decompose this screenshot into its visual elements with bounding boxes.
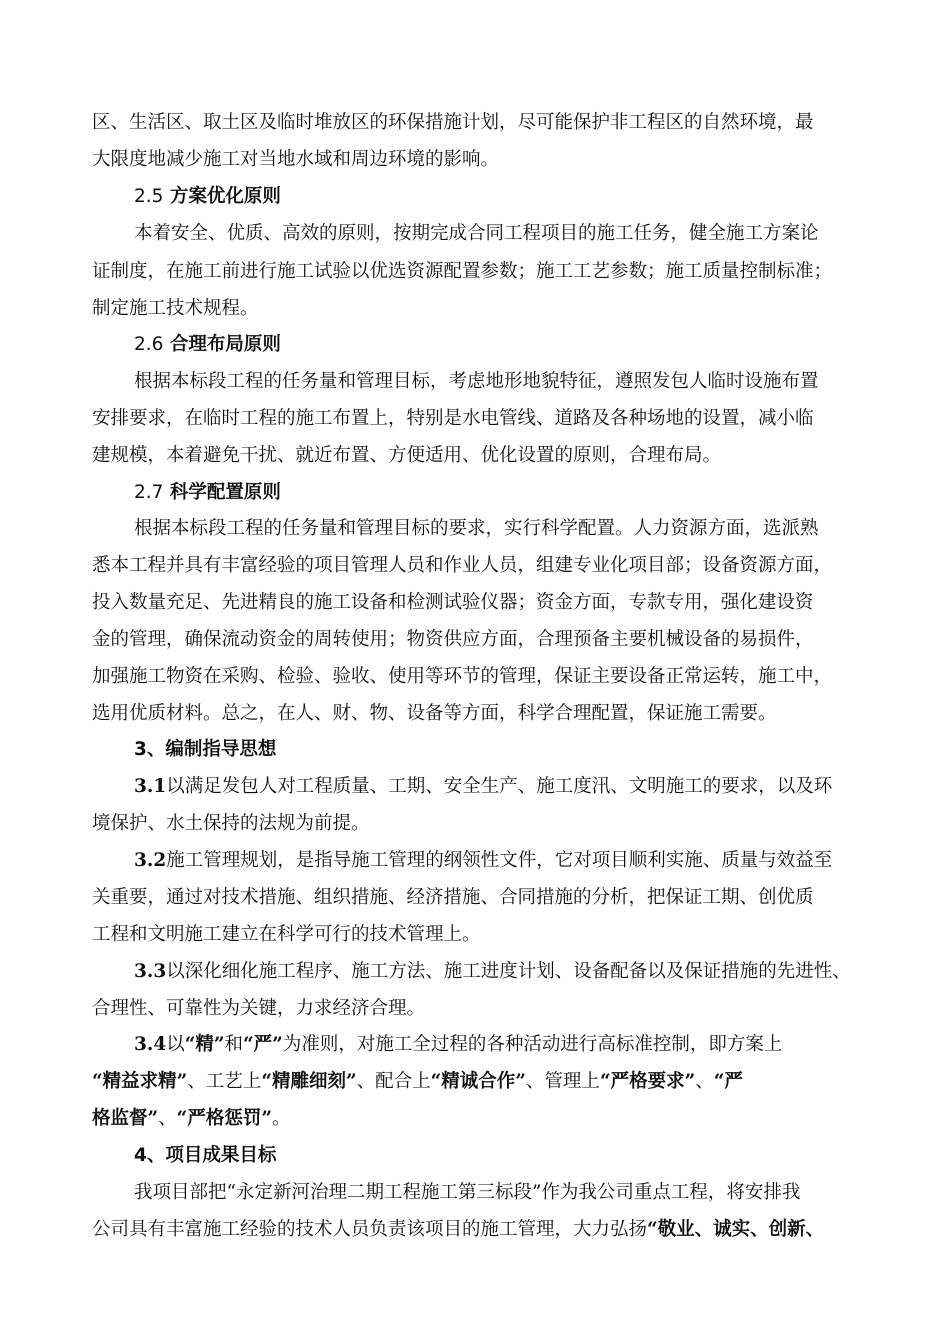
s3-2-line-3: 工程和文明施工建立在科学可行的技术管理上。 [92,924,481,945]
s3-4-line-2 [92,1069,743,1095]
item-number: 3.4 [134,1034,167,1055]
s3-1-line-1 [134,774,832,800]
s3-4-line-3 [92,1106,290,1132]
heading-2-6 [134,332,281,358]
bold-run: “精” [184,1034,225,1055]
item-number: 3.2 [134,850,167,871]
text-run: 。 [271,1108,291,1129]
s2-6-line-1: 根据本标段工程的任务量和管理目标，考虑地形地貌特征，遵照发包人临时设施布置 [134,371,819,392]
s2-7-line-2: 悉本工程并具有丰富经验的项目管理人员和作业人员，组建专业化项目部；设备资源方面， [92,555,833,576]
heading-number: 2.7 [134,482,164,503]
item-number: 3.1 [134,776,167,797]
text-run: 、 [695,1071,714,1092]
s3-1-line-2: 境保护、水土保持的法规为前提。 [92,813,370,834]
bold-run: “精雕细刻” [261,1071,357,1092]
s3-3-line-1 [134,959,851,985]
s2-7-line-3: 投入数量充足、先进精良的施工设备和检测试验仪器；资金方面，专款专用，强化建设资 [92,592,814,613]
s4-line-1: 我项目部把“永定新河治理二期工程施工第三标段”作为我公司重点工程，将安排我 [134,1182,801,1203]
bold-run: “精诚合作” [430,1071,526,1092]
s2-5-line-3: 制定施工技术规程。 [92,298,259,319]
text-run: 公司具有丰富施工经验的技术人员负责该项目的施工管理，大力弘扬 [92,1219,648,1240]
bold-run: “敬业、诚实、创新、 [647,1219,825,1240]
heading-number: 2.6 [134,334,164,355]
text-run: 、管理上 [525,1071,600,1092]
item-number: 3.3 [134,961,167,982]
s2-5-line-1: 本着安全、优质、高效的原则，按期完成合同工程项目的施工任务，健全施工方案论 [134,223,819,244]
heading-4: 4、项目成果目标 [134,1145,277,1166]
text-run: 、工艺上 [187,1071,262,1092]
heading-title: 合理布局原则 [169,334,281,355]
text-run: 为准则，对施工全过程的各种活动进行高标准控制，即方案上 [282,1034,783,1055]
bold-run: 格监督” [92,1108,159,1129]
s4-line-2 [92,1217,824,1243]
bold-run: “精益求精” [92,1071,188,1092]
s3-2-line-2: 关重要，通过对技术措施、组织措施、经济措施、合同措施的分析，把保证工期、创优质 [92,887,814,908]
bold-run: “严格惩罚” [176,1108,272,1129]
item-text: 施工管理规划，是指导施工管理的纲领性文件，它对项目顺利实施、质量与效益至 [166,850,833,871]
heading-2-5 [134,184,281,210]
heading-3: 3、编制指导思想 [134,739,277,760]
s3-4-line-1 [134,1032,782,1058]
s2-5-line-2: 证制度，在施工前进行施工试验以优选资源配置参数；施工工艺参数；施工质量控制标准； [92,261,833,282]
heading-2-7 [134,480,281,506]
bold-run: “严” [243,1034,283,1055]
s2-7-line-4: 金的管理，确保流动资金的周转使用；物资供应方面，合理预备主要机械设备的易损件， [92,629,814,650]
bold-run: “严格要求” [599,1071,696,1092]
text-run: 和 [224,1034,244,1055]
s2-7-line-1: 根据本标段工程的任务量和管理目标的要求，实行科学配置。人力资源方面，选派熟 [134,518,819,539]
text-run: 以 [166,1034,185,1055]
item-text: 以深化细化施工程序、施工方法、施工进度计划、设备配备以及保证措施的先进性、 [166,961,851,982]
item-text: 以满足发包人对工程质量、工期、安全生产、施工度汛、文明施工的要求，以及环 [166,776,833,797]
s2-7-line-6: 选用优质材料。总之，在人、财、物、设备等方面，科学合理配置，保证施工需要。 [92,703,777,724]
intro-line-2: 大限度地减少施工对当地水域和周边环境的影响。 [92,149,500,170]
text-run: 、 [158,1108,177,1129]
s3-3-line-2: 合理性、可靠性为关键，力求经济合理。 [92,998,426,1019]
intro-line-1: 区、生活区、取土区及临时堆放区的环保措施计划，尽可能保护非工程区的自然环境，最 [92,112,814,133]
heading-title: 方案优化原则 [169,186,281,207]
s3-2-line-1 [134,848,832,874]
heading-title: 科学配置原则 [169,482,281,503]
bold-run: “严 [713,1071,743,1092]
s2-7-line-5: 加强施工物资在采购、检验、验收、使用等环节的管理，保证主要设备正常运转，施工中， [92,666,833,687]
heading-number: 2.5 [134,186,164,207]
text-run: 、配合上 [356,1071,431,1092]
s2-6-line-3: 建规模，本着避免干扰、就近布置、方便适用、优化设置的原则，合理布局。 [92,445,722,466]
s2-6-line-2: 安排要求，在临时工程的施工布置上，特别是水电管线、道路及各种场地的设置，减小临 [92,408,814,429]
